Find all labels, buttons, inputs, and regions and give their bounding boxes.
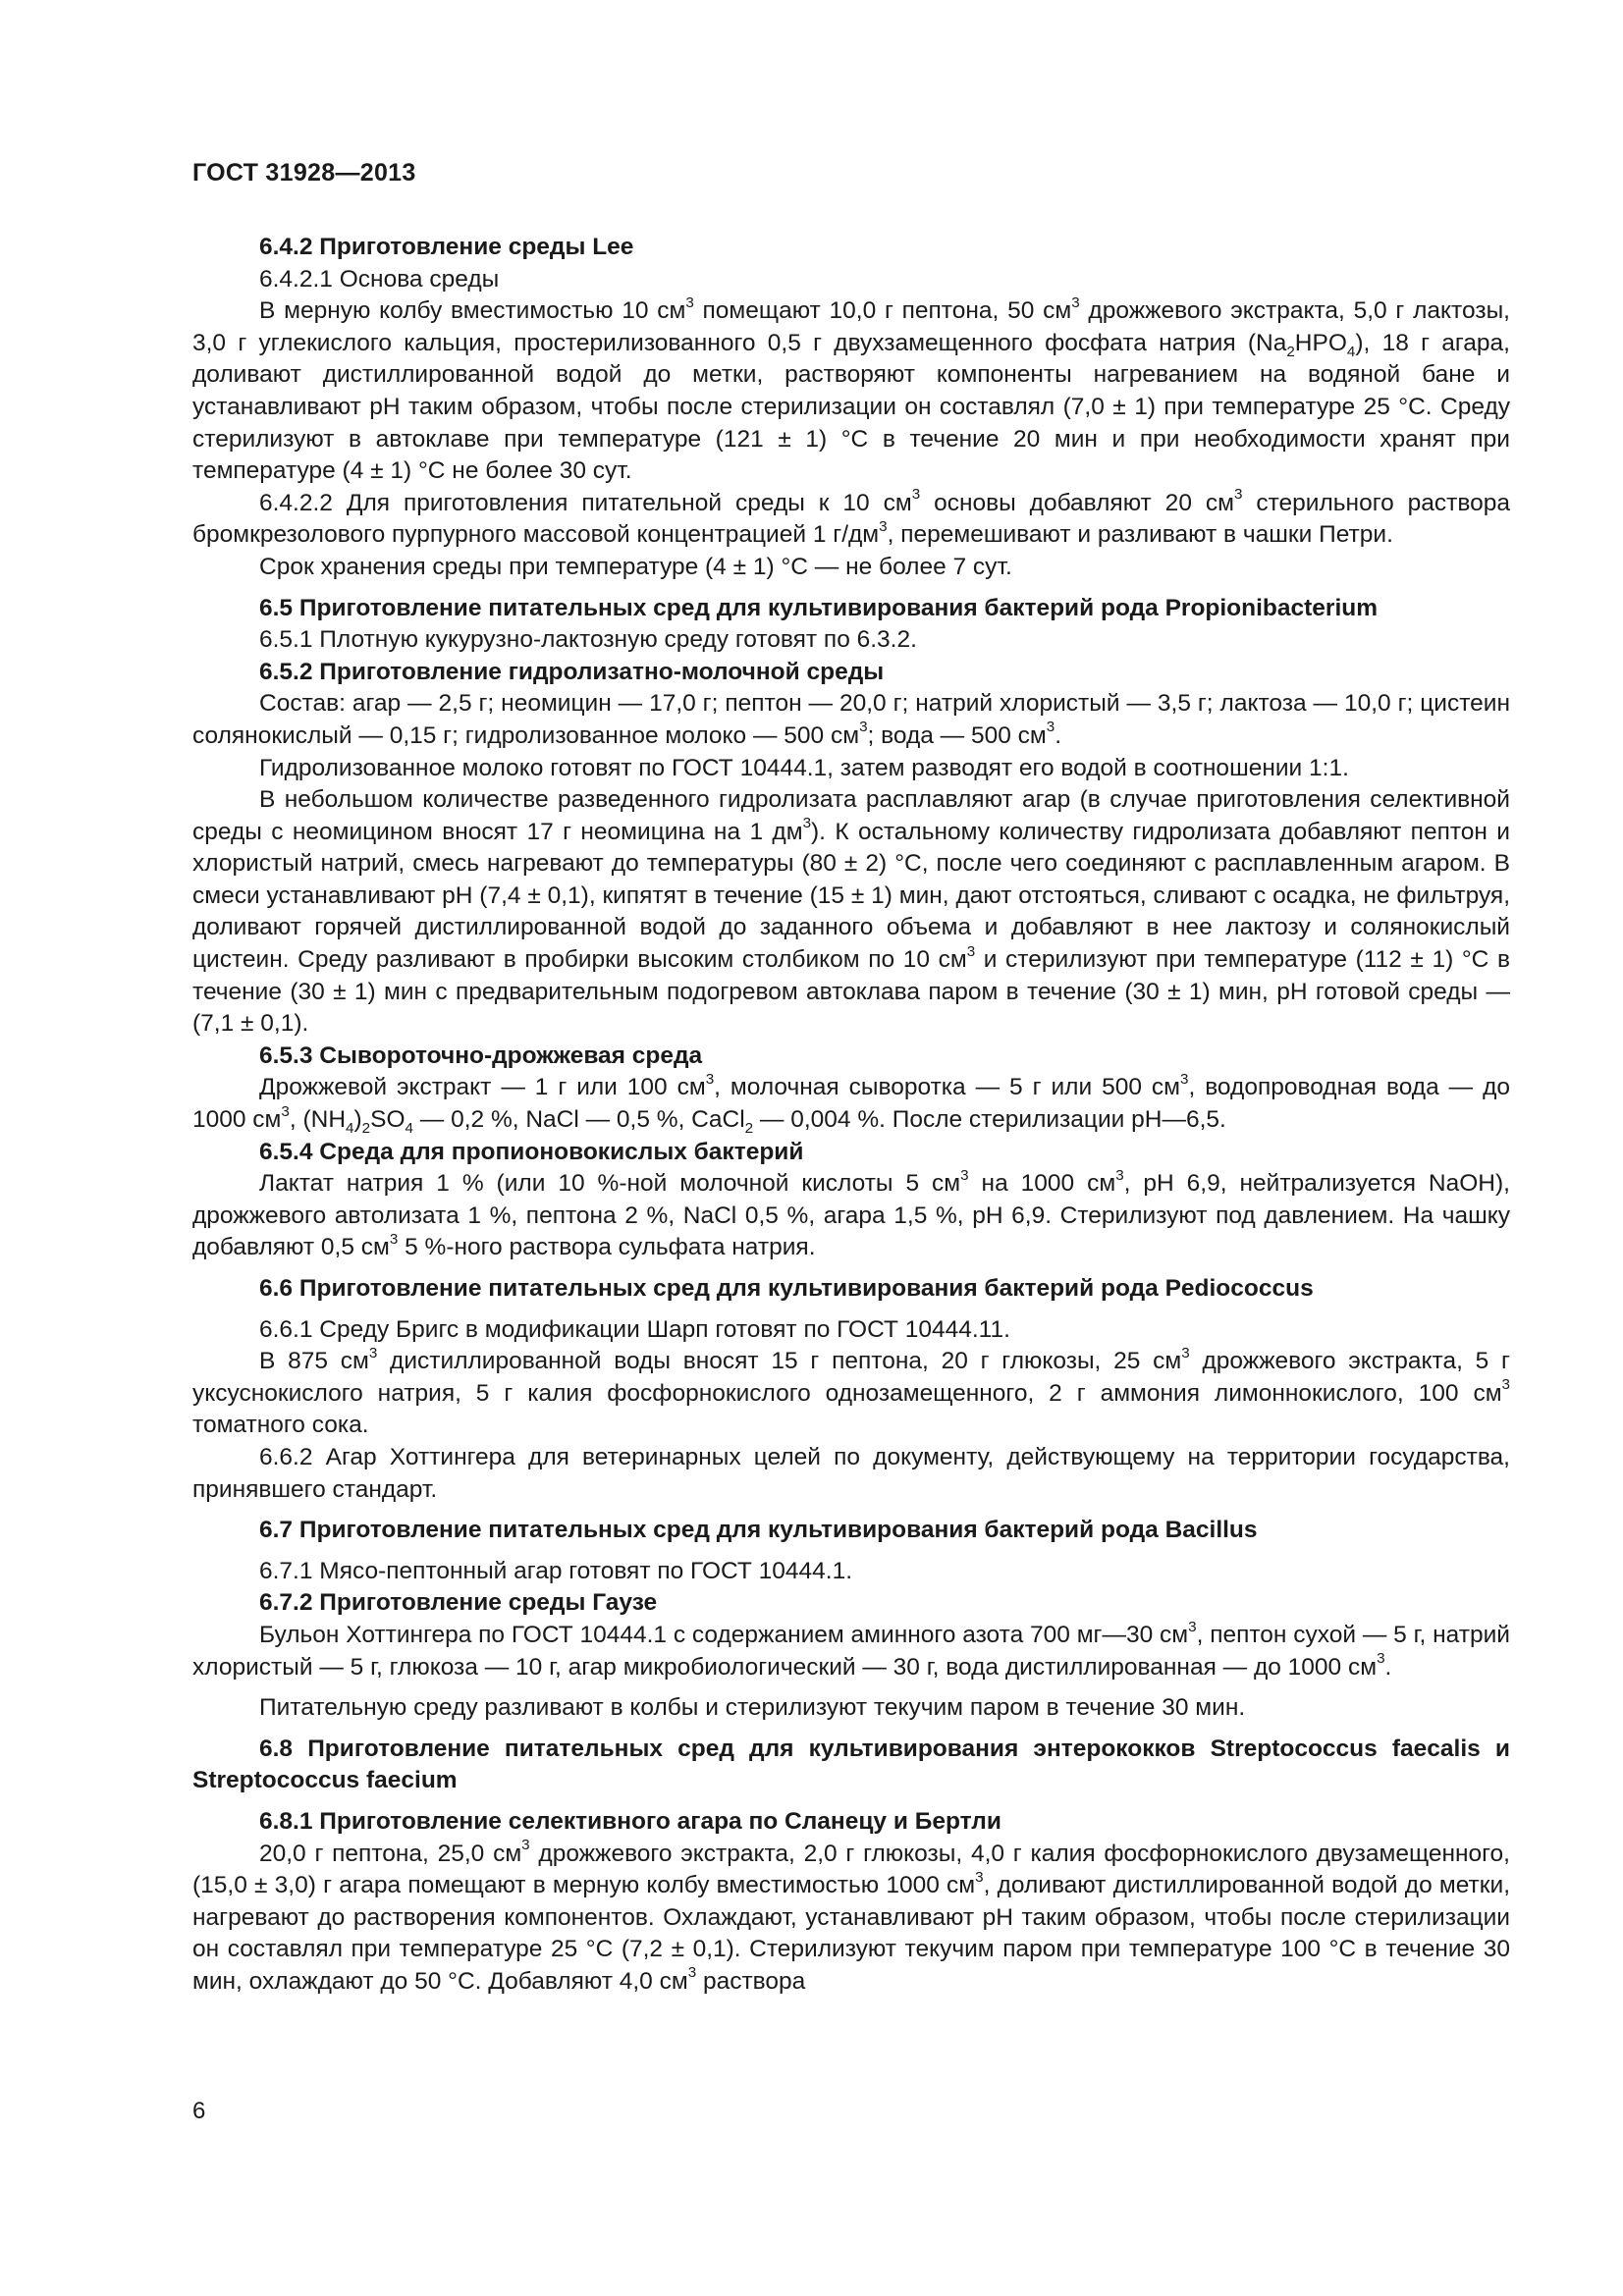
paragraph: Состав: агар — 2,5 г; неомицин — 17,0 г; пептон — 20,0 г; натрий хлористый — 3,5 г; лактоза — 10,0 г; цистеин солянокислый — 0,15 г; гидролизованное молоко — 500 $см^3$; вода — 500 $см^3$. bbox=[192, 690, 1510, 749]
paragraph: В небольшом количестве разведенного гидролизата расплавляют агар (в случае приготовления селективной среды с неомицином вносят 17 г неомицина на 1 $дм^3$). К остальному количеству гидролизата добавляют пептон и хлористый натрий, смесь нагревают до температуры (80 ± 2) °С, после чего соединяют с расплавленным агаром. В смеси устанавливают рН (7,4 ± 0,1), кипятят в течение (15 ± 1) мин, дают отстояться, сливают с осадка, не фильтруя, доливают горячей дистиллированной водой до заданного объема и добавляют в нее лактозу и солянокислый цистеин. Среду разливают в пробирки высоким столбиком по 10 $см^3$ и стерилизуют при температуре (112 ± 1) °С в течение (30 ± 1) мин с предварительным подогревом автоклава паром в течение (30 ± 1) мин, рН готовой среды — (7,1 ± 0,1). bbox=[192, 786, 1511, 1038]
section-heading: 6.5.2 Приготовление гидролизатно-молочной среды bbox=[259, 658, 885, 685]
section-heading: 6.4.2 Приготовление среды Lee bbox=[259, 234, 634, 260]
document-header: ГОСТ 31928—2013 bbox=[192, 159, 416, 187]
paragraph: В мерную колбу вместимостью 10 $см^3$ помещают 10,0 г пептона, 50 $см^3$ дрожжевого экстракта, 5,0 г лактозы, 3,0 г углекислого кальция, простерилизованного 0,5 г двухзамещенного фосфата натрия $(Na_2HPO_4)$, 18 г агара, доливают дистиллированной водой до метки, растворяют компоненты нагреванием на водяной бане и устанавливают рН таким образом, чтобы после стерилизации он составлял (7,0 ± 1) при температуре 25 °С. Среду стерилизуют в автоклаве при температуре (121 ± 1) °С в течение 20 мин и при необходимости хранят при температуре (4 ± 1) °С не более 30 сут. bbox=[192, 294, 1510, 485]
paragraph: Лактат натрия 1 % (или 10 %-ной молочной кислоты 5 $см^3$ на 1000 $см^3$, рН 6,9, нейтрализуется NaOH), дрожжевого автолизата 1 %, пептона 2 %, NaCl 0,5 %, агара 1,5 %, рН 6,9. Стерилизуют под давлением. На чашку добавляют 0,5 $см^3$ 5 %-ного раствора сульфата натрия. bbox=[192, 1166, 1510, 1261]
paragraph: Бульон Хоттингера по ГОСТ 10444.1 с содержанием аминного азота 700 мг—30 $см^3$, пептон сухой — 5 г, натрий хлористый — 5 г, глюкоза — 10 г, агар микробиологический — 30 г, вода дистиллированная — до 1000 $см^3$. bbox=[192, 1618, 1510, 1681]
section-heading: 6.5 Приготовление питательных сред для культивирования бактерий рода Propionibacterium bbox=[259, 594, 1379, 621]
paragraph: В 875 $см^3$ дистиллированной воды вносят 15 г пептона, 20 г глюкозы, 25 $см^3$ дрожжевого экстракта, 5 г уксуснокислого натрия, 5 г калия фосфорнокислого однозамещенного, 2 г аммония лимоннокислого, 100 $см^3$ томатного сока. bbox=[192, 1344, 1510, 1439]
paragraph: 20,0 г пептона, 25,0 $см^3$ дрожжевого экстракта, 2,0 г глюкозы, 4,0 г калия фосфорнокислого двузамещенного, (15,0 ± 3,0) г агара помещают в мерную колбу вместимостью 1000 $см^3$, доливают дистиллированной водой до метки, нагревают до растворения компонентов. Охлаждают, устанавливают рН таким образом, чтобы после стерилизации он составлял при температуре 25 °С (7,2 ± 0,1). Стерилизуют текучим паром при температуре 100 °С в течение 30 мин, охлаждают до 50 °С. Добавляют 4,0 $см^3$ раствора bbox=[192, 1837, 1510, 1995]
section-heading: 6.6 Приготовление питательных сред для культивирования бактерий рода Pediococcus bbox=[259, 1275, 1314, 1302]
paragraph: Дрожжевой экстракт — 1 г или 100 $см^3$, молочная сыворотка — 5 г или 500 $см^3$, водопроводная вода — до 1000 $см^3$, $(NH_4)_2SO_4$ — 0,2 %, NaCl — 0,5 %, CaCl$_2$ — 0,004 %. После стерилизации рН—6,5. bbox=[192, 1071, 1510, 1137]
section-heading: 6.5.3 Сывороточно-дрожжевая среда bbox=[259, 1041, 703, 1069]
paragraph: Питательную среду разливают в колбы и стерилизуют текучим паром в течение 30 мин. bbox=[259, 1694, 1246, 1722]
paragraph: Срок хранения среды при температуре (4 ± 1) °С — не более 7 сут. bbox=[259, 553, 1012, 580]
paragraph: 6.7.1 Мясо-пептонный агар готовят по ГОСТ 10444.1. bbox=[259, 1557, 853, 1584]
paragraph: 6.4.2.1 Основа среды bbox=[259, 265, 500, 293]
paragraph: Гидролизованное молоко готовят по ГОСТ 10444.1, затем разводят его водой в соотношении 1:1. bbox=[259, 754, 1349, 781]
paragraph: 6.6.1 Среду Бригс в модификации Шарп готовят по ГОСТ 10444.11. bbox=[259, 1315, 1010, 1343]
section-heading: 6.7 Приготовление питательных сред для культивирования бактерий рода Bacillus bbox=[259, 1517, 1258, 1544]
paragraph: 6.6.2 Агар Хоттингера для ветеринарных целей по документу, действующему на территории государства, принявшего стандарт. bbox=[192, 1443, 1510, 1503]
section-heading: 6.7.2 Приготовление среды Гаузе bbox=[259, 1589, 658, 1617]
paragraph: 6.4.2.2 Для приготовления питательной среды к 10 $см^3$ основы добавляют 20 $см^3$ стерильного раствора бромкрезолового пурпурного массовой концентрацией 1 $г/дм^3$, перемешивают и разливают в чашки Петри. bbox=[192, 486, 1511, 549]
section-heading: 6.5.4 Среда для пропионовокислых бактерий bbox=[259, 1138, 804, 1165]
paragraph: 6.5.1 Плотную кукурузно-лактозную среду готовят по 6.3.2. bbox=[259, 626, 917, 654]
document-body bbox=[192, 232, 1510, 1998]
section-heading: 6.8 Приготовление питательных сред для культивирования энтерококков Streptococcus faecalis и Streptococcus faecium bbox=[192, 1735, 1510, 1794]
section-heading: 6.8.1 Приготовление селективного агара по Сланецу и Бертли bbox=[259, 1807, 1001, 1835]
page-number: 6 bbox=[192, 2098, 206, 2124]
